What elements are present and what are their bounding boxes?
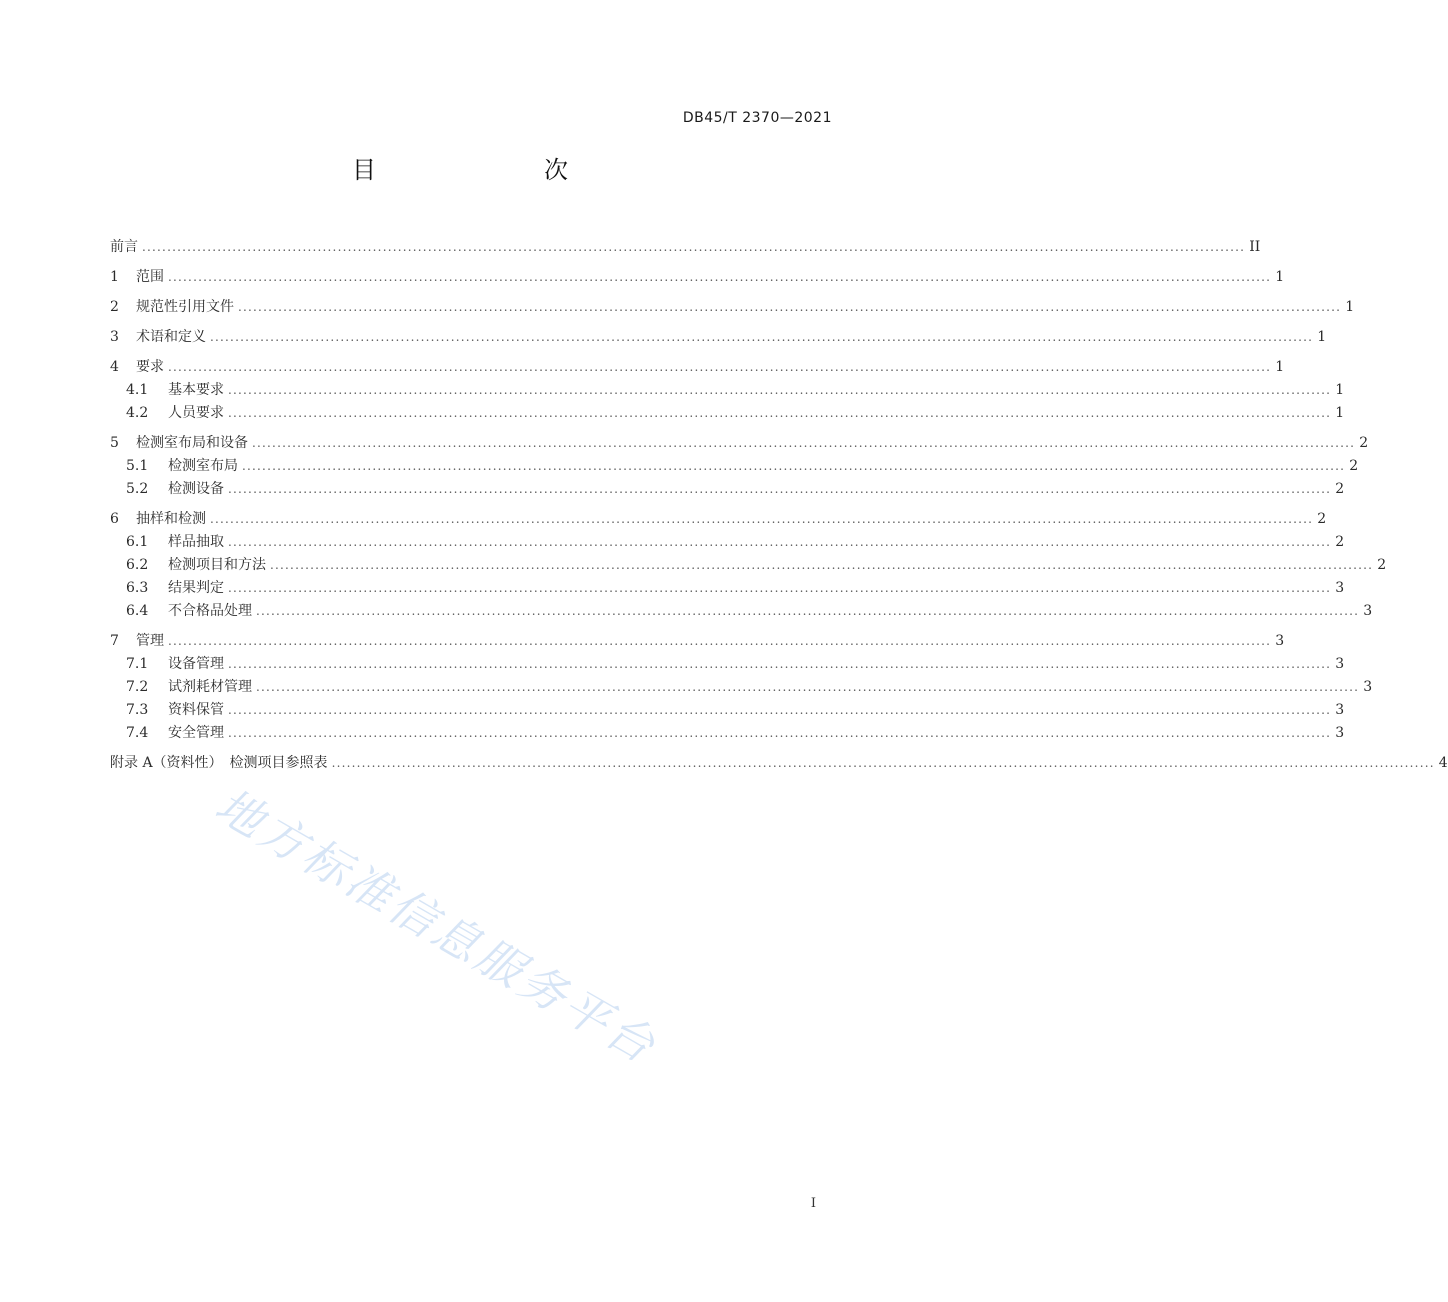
toc-entry-title: 要求 (136, 359, 164, 375)
toc-entry-title: 不合格品处理 (168, 603, 252, 619)
toc-entry-title: 附录 A（资料性） 检测项目参照表 (110, 755, 328, 771)
toc-entry[interactable] (110, 699, 1345, 722)
toc-entry-title: 前言 (110, 239, 138, 255)
toc-entry-number: 4.1 (126, 382, 149, 398)
toc-entry[interactable] (110, 402, 1345, 425)
toc-entry-page: 3 (1275, 633, 1285, 649)
toc-entry[interactable] (110, 752, 1448, 775)
toc-entry-number: 5 (110, 435, 119, 451)
toc-dot-leader: ............................................................................................................................................................................................................................ (168, 270, 1272, 284)
toc-entry[interactable] (110, 455, 1359, 478)
toc-entry-title: 术语和定义 (136, 329, 206, 345)
toc-dot-leader: ............................................................................................................................................................................................................................ (210, 330, 1314, 344)
toc-entry[interactable] (110, 478, 1345, 501)
toc-entry-number: 1 (110, 269, 119, 285)
page-number: I (810, 1196, 816, 1211)
toc-entry[interactable] (110, 653, 1345, 676)
toc-entry-page: 2 (1359, 435, 1369, 451)
toc-entry[interactable] (110, 236, 1261, 259)
toc-dot-leader: ............................................................................................................................................................................................................................ (228, 726, 1332, 740)
toc-entry-page: 1 (1345, 299, 1355, 315)
table-of-contents (110, 236, 1448, 775)
standard-code: DB45/T 2370—2021 (682, 110, 832, 126)
toc-dot-leader: ............................................................................................................................................................................................................................ (238, 300, 1342, 314)
toc-entry-page: 2 (1377, 557, 1387, 573)
toc-dot-leader: ............................................................................................................................................................................................................................ (256, 604, 1360, 618)
toc-dot-leader: ............................................................................................................................................................................................................................ (256, 680, 1360, 694)
toc-entry-title: 结果判定 (168, 580, 224, 596)
toc-entry[interactable] (110, 379, 1345, 402)
toc-entry-page: 4 (1438, 755, 1448, 771)
toc-entry-page: 3 (1335, 580, 1345, 596)
toc-entry[interactable] (110, 326, 1327, 349)
toc-entry-number: 5.2 (126, 481, 149, 497)
toc-entry-number: 7.1 (126, 656, 149, 672)
toc-dot-leader: ............................................................................................................................................................................................................................ (228, 657, 1332, 671)
toc-entry-page: II (1249, 239, 1261, 255)
toc-entry-page: 3 (1335, 725, 1345, 741)
toc-entry-number: 4 (110, 359, 119, 375)
toc-entry[interactable] (110, 432, 1369, 455)
toc-entry-number: 6 (110, 511, 119, 527)
toc-entry-page: 1 (1317, 329, 1327, 345)
toc-dot-leader: ............................................................................................................................................................................................................................ (228, 482, 1332, 496)
watermark: 地方标准信息服务平台 (206, 777, 667, 1075)
toc-entry-page: 3 (1335, 702, 1345, 718)
toc-entry[interactable] (110, 600, 1373, 623)
toc-dot-leader: ............................................................................................................................................................................................................................ (142, 240, 1246, 254)
toc-entry-page: 1 (1275, 269, 1285, 285)
toc-entry-number: 6.3 (126, 580, 149, 596)
toc-dot-leader: ............................................................................................................................................................................................................................ (228, 406, 1332, 420)
toc-entry[interactable] (110, 722, 1345, 745)
toc-dot-leader: ............................................................................................................................................................................................................................ (331, 756, 1435, 770)
toc-entry-number: 7 (110, 633, 119, 649)
toc-entry-number: 7.4 (126, 725, 149, 741)
toc-entry-number: 3 (110, 329, 119, 345)
toc-entry[interactable] (110, 266, 1285, 289)
toc-entry-number: 7.2 (126, 679, 149, 695)
toc-entry-title: 检测室布局 (168, 458, 238, 474)
toc-dot-leader: ............................................................................................................................................................................................................................ (210, 512, 1314, 526)
toc-entry[interactable] (110, 531, 1345, 554)
toc-entry-page: 3 (1335, 656, 1345, 672)
toc-entry-title: 安全管理 (168, 725, 224, 741)
toc-entry[interactable] (110, 356, 1285, 379)
toc-entry-page: 3 (1363, 603, 1373, 619)
toc-entry-page: 1 (1275, 359, 1285, 375)
toc-entry-page: 2 (1317, 511, 1327, 527)
toc-dot-leader: ............................................................................................................................................................................................................................ (228, 703, 1332, 717)
toc-entry-page: 2 (1349, 458, 1359, 474)
toc-entry-title: 规范性引用文件 (136, 299, 234, 315)
toc-entry-title: 基本要求 (168, 382, 224, 398)
toc-dot-leader: ............................................................................................................................................................................................................................ (252, 436, 1356, 450)
toc-entry-title: 试剂耗材管理 (168, 679, 252, 695)
toc-entry-number: 6.2 (126, 557, 149, 573)
toc-entry-number: 5.1 (126, 458, 149, 474)
toc-entry[interactable] (110, 508, 1327, 531)
toc-entry[interactable] (110, 296, 1355, 319)
toc-dot-leader: ............................................................................................................................................................................................................................ (168, 634, 1272, 648)
toc-entry-title: 抽样和检测 (136, 511, 206, 527)
toc-entry-title: 样品抽取 (168, 534, 224, 550)
toc-entry-number: 7.3 (126, 702, 149, 718)
toc-entry-number: 4.2 (126, 405, 149, 421)
toc-entry-title: 设备管理 (168, 656, 224, 672)
toc-entry-number: 6.4 (126, 603, 149, 619)
toc-entry-page: 2 (1335, 534, 1345, 550)
toc-entry[interactable] (110, 577, 1345, 600)
toc-entry[interactable] (110, 554, 1387, 577)
toc-entry-title: 检测项目和方法 (168, 557, 266, 573)
toc-entry-title: 资料保管 (168, 702, 224, 718)
page-title: 目 次 (352, 156, 608, 184)
toc-dot-leader: ............................................................................................................................................................................................................................ (270, 558, 1374, 572)
toc-entry-title: 人员要求 (168, 405, 224, 421)
toc-entry-number: 6.1 (126, 534, 149, 550)
toc-dot-leader: ............................................................................................................................................................................................................................ (228, 581, 1332, 595)
toc-dot-leader: ............................................................................................................................................................................................................................ (228, 535, 1332, 549)
toc-entry[interactable] (110, 676, 1373, 699)
toc-entry-title: 检测设备 (168, 481, 224, 497)
toc-entry-page: 2 (1335, 481, 1345, 497)
toc-dot-leader: ............................................................................................................................................................................................................................ (168, 360, 1272, 374)
toc-dot-leader: ............................................................................................................................................................................................................................ (242, 459, 1346, 473)
toc-entry-title: 管理 (136, 633, 164, 649)
toc-entry-title: 范围 (136, 269, 164, 285)
toc-entry-page: 1 (1335, 405, 1345, 421)
toc-entry-title: 检测室布局和设备 (136, 435, 248, 451)
toc-dot-leader: ............................................................................................................................................................................................................................ (228, 383, 1332, 397)
toc-entry-number: 2 (110, 299, 119, 315)
toc-entry-page: 1 (1335, 382, 1345, 398)
toc-entry[interactable] (110, 630, 1285, 653)
toc-entry-page: 3 (1363, 679, 1373, 695)
